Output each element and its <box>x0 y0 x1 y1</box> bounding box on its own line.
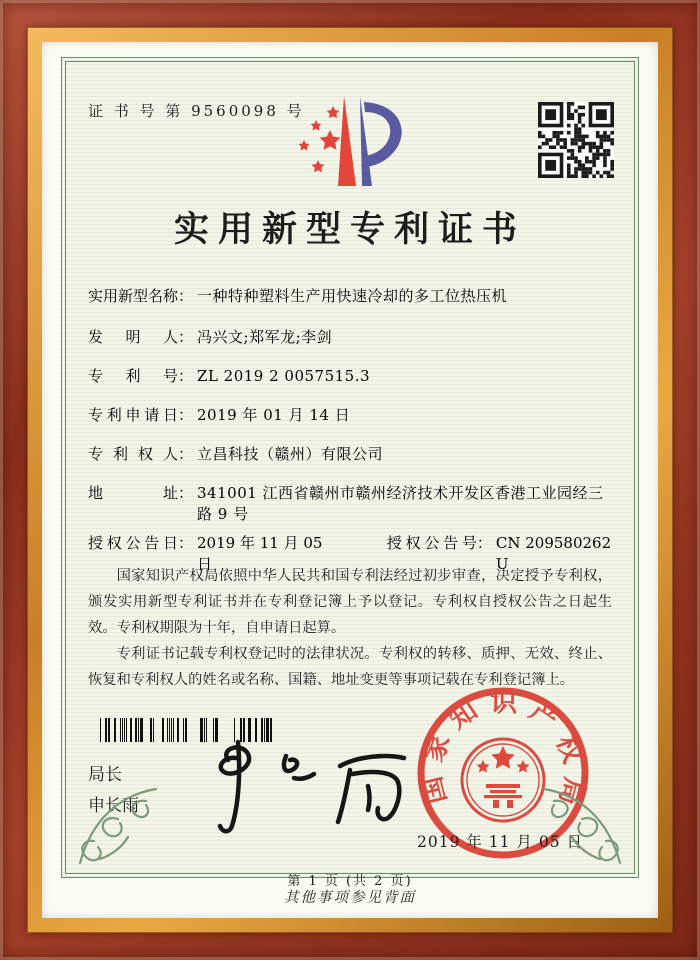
seal-text: 国家知识产权局 <box>416 687 590 809</box>
legal-paragraph-2: 专利证书记载专利权登记时的法律状况。专利权的转移、质押、无效、终止、恢复和专利权人的姓名或名称、国籍、地址变更等事项记载在专利登记簿上。 <box>88 646 612 689</box>
certificate-title: 实用新型专利证书 <box>173 209 526 250</box>
field-label: 授权公告号 <box>386 534 477 552</box>
footer-note: 其他事项参见背面 <box>284 890 416 906</box>
field-value-inventors: 冯兴文;郑军龙;李剑 <box>197 328 333 346</box>
grant-number-pair: 授权公告号 ： CN 209580262 U <box>386 534 612 573</box>
field-label: 专利号 <box>88 367 178 385</box>
cnipa-logo <box>286 88 414 192</box>
field-label: 专利权人 <box>88 445 178 463</box>
seal-date: 2019 年 11 月 05 日 <box>416 833 584 851</box>
corner-flourish-left <box>68 779 160 871</box>
field-label: 专利申请日 <box>88 406 178 424</box>
grant-date-pair: 授权公告日 ： 2019 年 11 月 05 日 <box>88 533 325 575</box>
commissioner-name: 申长雨 <box>88 796 139 816</box>
field-value-filing-date: 2019 年 01 月 14 日 <box>197 406 351 424</box>
field-row-name: 实用新型名称 ： 一种特种塑料生产用快速冷却的多工位热压机 <box>88 286 612 307</box>
field-row-inventors: 发明人 ： 冯兴文;郑军龙;李剑 <box>88 327 612 348</box>
field-value-patentee: 立昌科技（赣州）有限公司 <box>197 445 384 463</box>
page-info: 第 1 页 (共 2 页) <box>287 874 413 889</box>
field-label: 发明人 <box>88 328 178 346</box>
field-list <box>88 286 612 575</box>
field-row-address: 地址 ： 341001 江西省赣州市赣州经济技术开发区香港工业园经三路 9 号 <box>88 483 612 525</box>
grant-date-value: 2019 年 11 月 05 日 <box>197 534 323 573</box>
qr-code <box>538 102 614 178</box>
commissioner-signature <box>190 730 440 840</box>
field-label: 实用新型名称 <box>88 287 179 305</box>
commissioner-title: 局长 <box>88 765 122 785</box>
grant-number-value: CN 209580262 U <box>495 534 612 573</box>
field-label: 授权公告日 <box>88 534 178 552</box>
field-value-invention-name: 一种特种塑料生产用快速冷却的多工位热压机 <box>197 287 508 305</box>
legal-text <box>88 563 612 693</box>
legal-paragraph-1: 国家知识产权局依照中华人民共和国专利法经过初步审查，决定授予专利权，颁发实用新型专利证书并在专利登记簿上予以登记。专利权自授权公告之日起生效。专利权期限为十年，自申请日起算。 <box>88 568 612 637</box>
seal-emblem <box>462 739 544 821</box>
logo-red-wedge <box>338 96 356 186</box>
field-row-patent-number: 专利号 ： ZL 2019 2 0057515.3 <box>88 366 612 387</box>
field-row-patentee: 专利权人 ： 立昌科技（赣州）有限公司 <box>88 444 612 465</box>
corner-flourish-right <box>540 779 632 871</box>
certificate-sheet <box>42 42 658 918</box>
certificate-number: 证 书 号 第 9560098 号 <box>88 102 305 120</box>
field-row-filing-date: 专利申请日 ： 2019 年 01 月 14 日 <box>88 405 612 426</box>
field-label: 地址 <box>88 484 178 502</box>
certificate-bordered-area <box>61 57 639 889</box>
logo-blue-loop <box>364 102 402 167</box>
field-value-address: 341001 江西省赣州市赣州经济技术开发区香港工业园经三路 9 号 <box>197 484 604 523</box>
field-value-patent-number: ZL 2019 2 0057515.3 <box>197 367 371 385</box>
logo-star-large <box>320 130 341 150</box>
